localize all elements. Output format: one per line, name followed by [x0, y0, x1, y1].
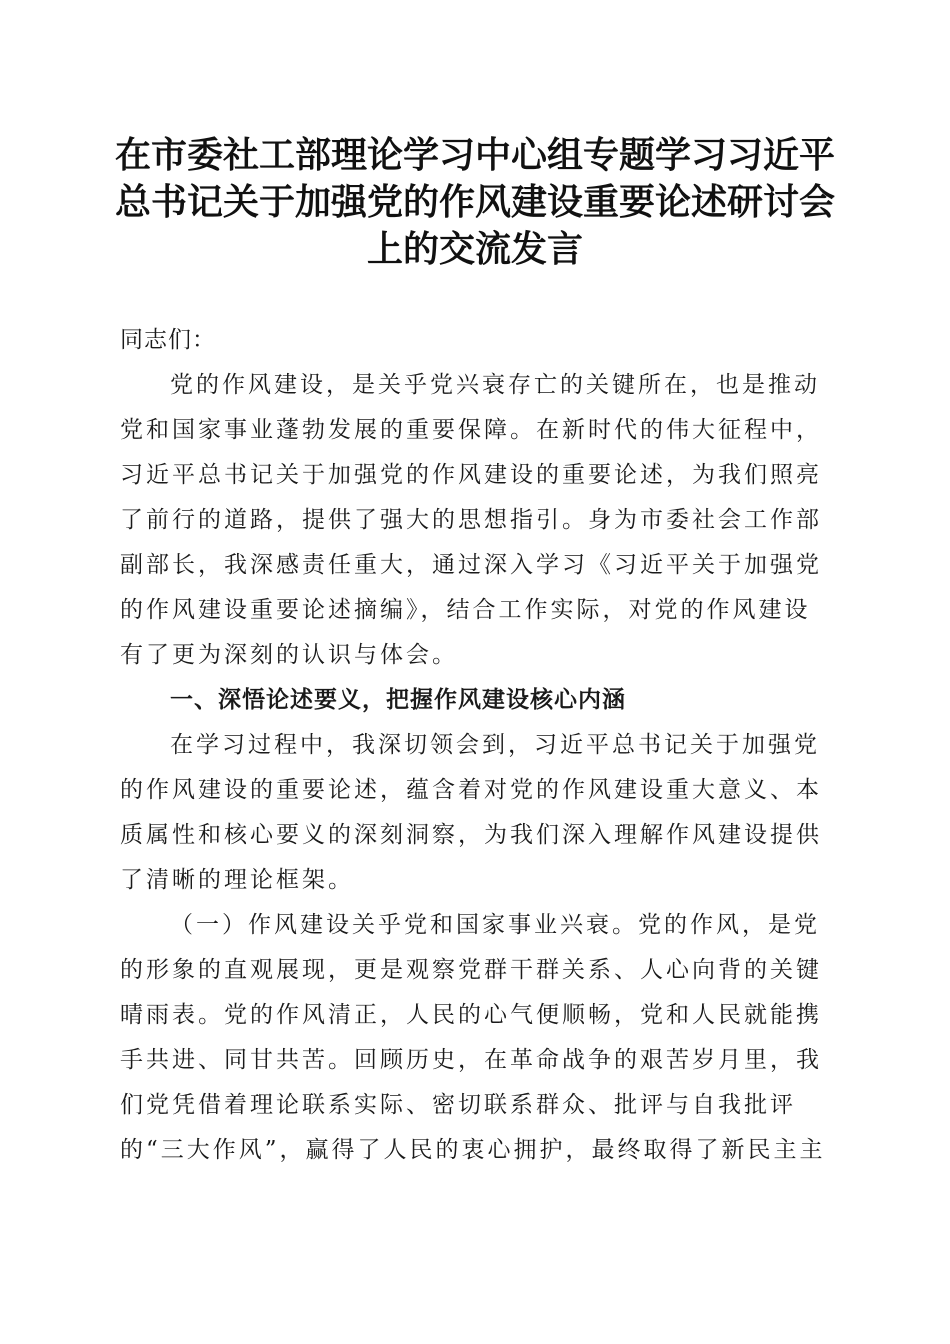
document-title	[95, 132, 855, 273]
section-heading-1: 一、深悟论述要义，把握作风建设核心内涵	[170, 687, 626, 713]
title-line-3: 上的交流发言	[366, 228, 583, 270]
paragraph-subsection-1: （一）作风建设关乎党和国家事业兴衰。党的作风，是党的形象的直观展现，更是观察党群干群关系、人心向背的关键晴雨表。党的作风清正，人民的心气便顺畅，党和人民就能携手共进、同甘共苦。回顾历史，在革命战争的艰苦岁月里，我们党凭借着理论联系实际、密切联系群众、批评与自我批评的“三大作风”，赢得了人民的衷心拥护，最终取得了新民主主	[120, 912, 826, 1163]
document-body	[120, 318, 830, 1173]
paragraph-section-1: 在学习过程中，我深切领会到，习近平总书记关于加强党的作风建设的重要论述，蕴含着对党的作风建设重大意义、本质属性和核心要义的深刻洞察，为我们深入理解作风建设提供了清晰的理论框架。	[120, 732, 822, 893]
title-line-2: 总书记关于加强党的作风建设重要论述研讨会	[114, 181, 835, 223]
title-line-1: 在市委社工部理论学习中心组专题学习习近平	[114, 134, 835, 176]
paragraph-intro: 党的作风建设，是关乎党兴衰存亡的关键所在，也是推动党和国家事业蓬勃发展的重要保障。在新时代的伟大征程中，习近平总书记关于加强党的作风建设的重要论述，为我们照亮了前行的道路，提供了强大的思想指引。身为市委社会工作部副部长，我深感责任重大，通过深入学习《习近平关于加强党的作风建设重要论述摘编》，结合工作实际，对党的作风建设有了更为深刻的认识与体会。	[120, 372, 822, 668]
greeting: 同志们：	[120, 327, 216, 353]
